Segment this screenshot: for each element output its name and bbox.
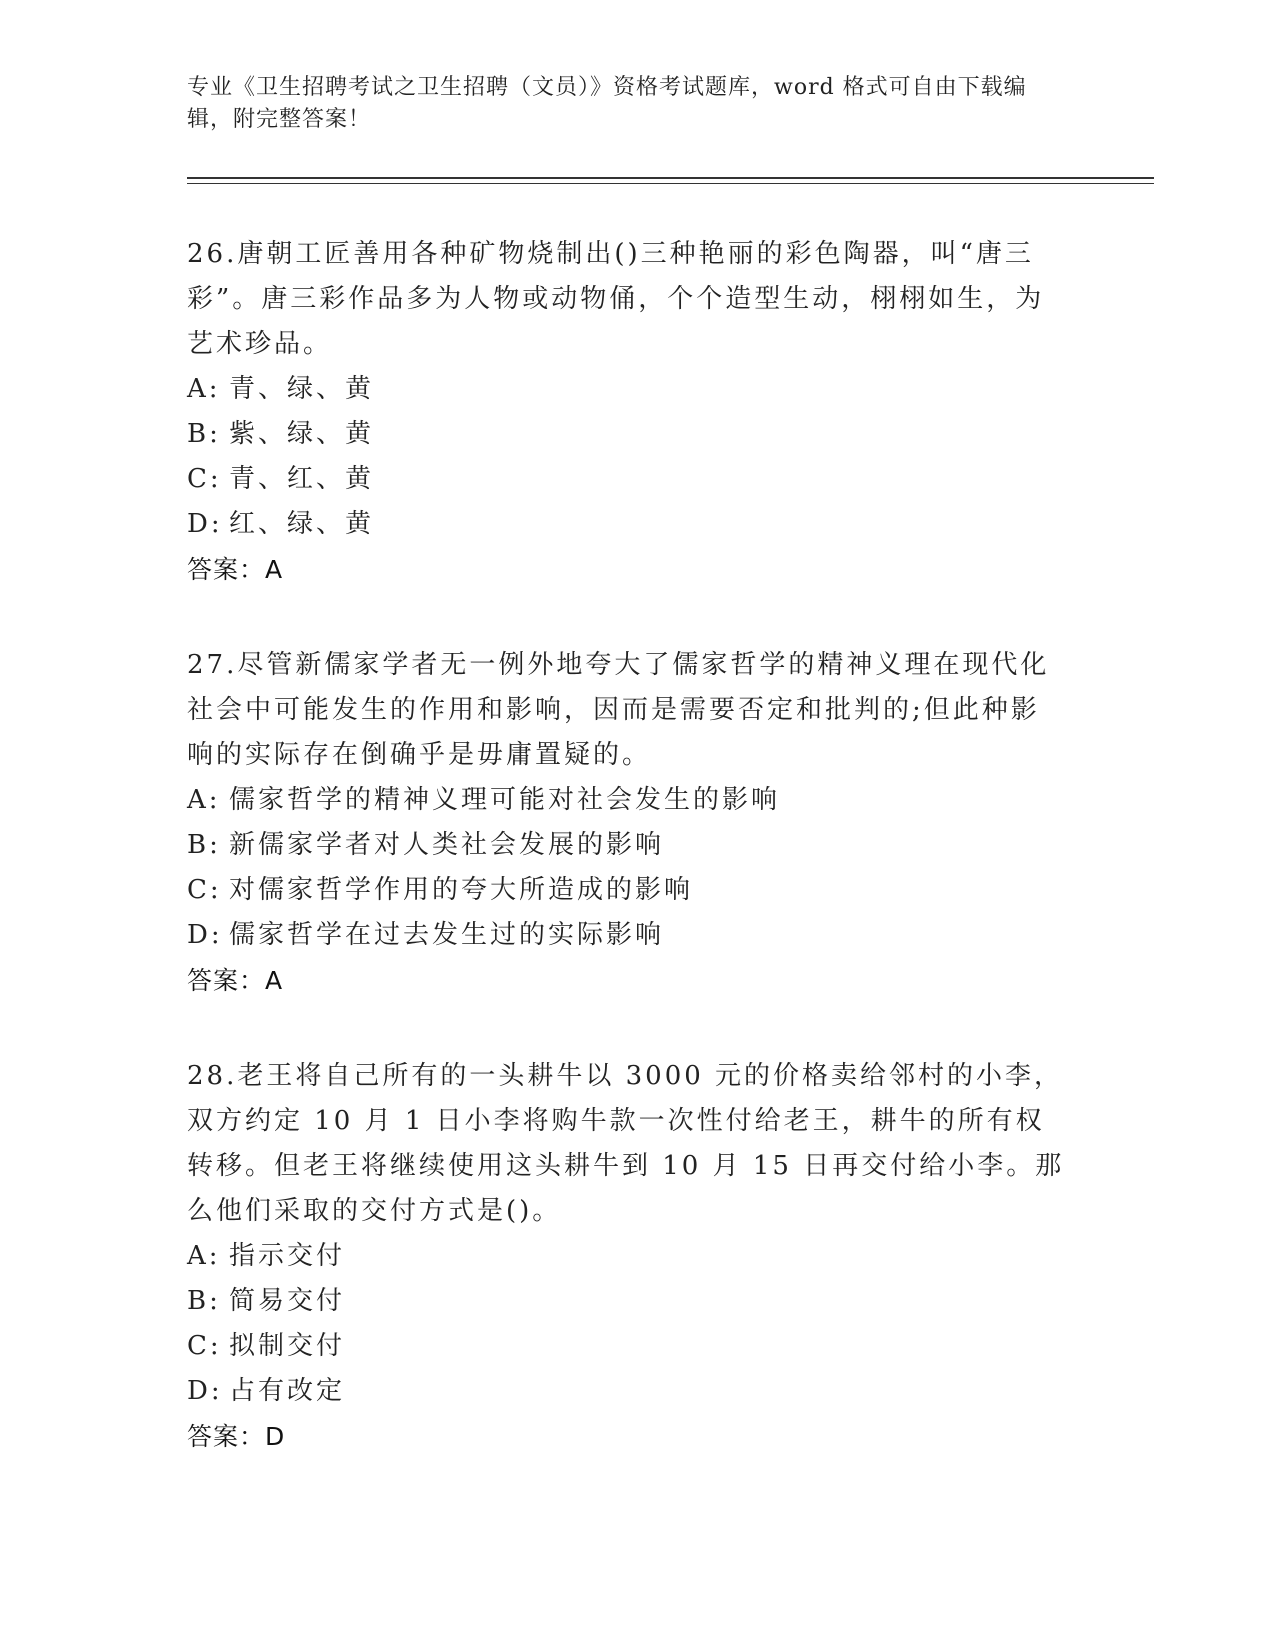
option-a bbox=[187, 778, 1067, 823]
option-a bbox=[187, 1234, 1067, 1279]
header-rule-thick bbox=[187, 177, 1154, 179]
answer-line: 答案：D bbox=[187, 1422, 286, 1451]
option-text: 对儒家哲学作用的夸大所造成的影响 bbox=[229, 875, 694, 905]
option-text: 紫、绿、黄 bbox=[229, 419, 375, 449]
question-26 bbox=[187, 232, 1067, 593]
option-text: 青、绿、黄 bbox=[229, 374, 375, 404]
option-d bbox=[187, 1369, 1067, 1414]
question-27 bbox=[187, 643, 1067, 1004]
document-header: 专业《卫生招聘考试之卫生招聘（文员）》资格考试题库，word 格式可自由下载编辑，附完整答案！ bbox=[187, 75, 1027, 132]
option-letter: D: bbox=[187, 1376, 223, 1406]
option-c bbox=[187, 868, 1067, 913]
option-letter: B: bbox=[187, 419, 221, 449]
answer-line: 答案：A bbox=[187, 966, 284, 995]
question-28 bbox=[187, 1054, 1067, 1460]
option-b bbox=[187, 1279, 1067, 1324]
option-d bbox=[187, 502, 1067, 547]
question-stem: 28.老王将自己所有的一头耕牛以 3000 元的价格卖给邻村的小李，双方约定 10 月 1 日小李将购牛款一次性付给老王，耕牛的所有权转移。但老王将继续使用这头耕牛到 10 月 15 日再交付给小李。那么他们采取的交付方式是()。 bbox=[187, 1061, 1065, 1226]
option-text: 新儒家学者对人类社会发展的影响 bbox=[229, 830, 665, 860]
option-b bbox=[187, 412, 1067, 457]
option-letter: A: bbox=[187, 785, 221, 815]
option-letter: D: bbox=[187, 920, 223, 950]
option-c bbox=[187, 1324, 1067, 1369]
question-stem: 26.唐朝工匠善用各种矿物烧制出()三种艳丽的彩色陶器，叫“唐三彩”。唐三彩作品多为人物或动物俑，个个造型生动，栩栩如生，为艺术珍品。 bbox=[187, 239, 1045, 359]
option-letter: D: bbox=[187, 509, 223, 539]
answer-line: 答案：A bbox=[187, 555, 284, 584]
option-letter: C: bbox=[187, 875, 222, 905]
question-stem: 27.尽管新儒家学者无一例外地夸大了儒家哲学的精神义理在现代化社会中可能发生的作用和影响，因而是需要否定和批判的;但此种影响的实际存在倒确乎是毋庸置疑的。 bbox=[187, 650, 1050, 770]
option-text: 占有改定 bbox=[229, 1376, 346, 1406]
option-text: 青、红、黄 bbox=[229, 464, 375, 494]
option-b bbox=[187, 823, 1067, 868]
option-text: 儒家哲学的精神义理可能对社会发生的影响 bbox=[229, 785, 781, 815]
option-text: 简易交付 bbox=[229, 1286, 346, 1316]
option-d bbox=[187, 913, 1067, 958]
option-c bbox=[187, 457, 1067, 502]
option-letter: C: bbox=[187, 1331, 222, 1361]
option-letter: A: bbox=[187, 1241, 221, 1271]
option-text: 拟制交付 bbox=[229, 1331, 346, 1361]
option-a bbox=[187, 367, 1067, 412]
option-letter: A: bbox=[187, 374, 221, 404]
option-text: 儒家哲学在过去发生过的实际影响 bbox=[229, 920, 665, 950]
option-text: 指示交付 bbox=[229, 1241, 346, 1271]
option-letter: B: bbox=[187, 830, 221, 860]
header-rule-thin bbox=[187, 183, 1154, 184]
option-letter: C: bbox=[187, 464, 222, 494]
option-text: 红、绿、黄 bbox=[229, 509, 375, 539]
option-letter: B: bbox=[187, 1286, 221, 1316]
